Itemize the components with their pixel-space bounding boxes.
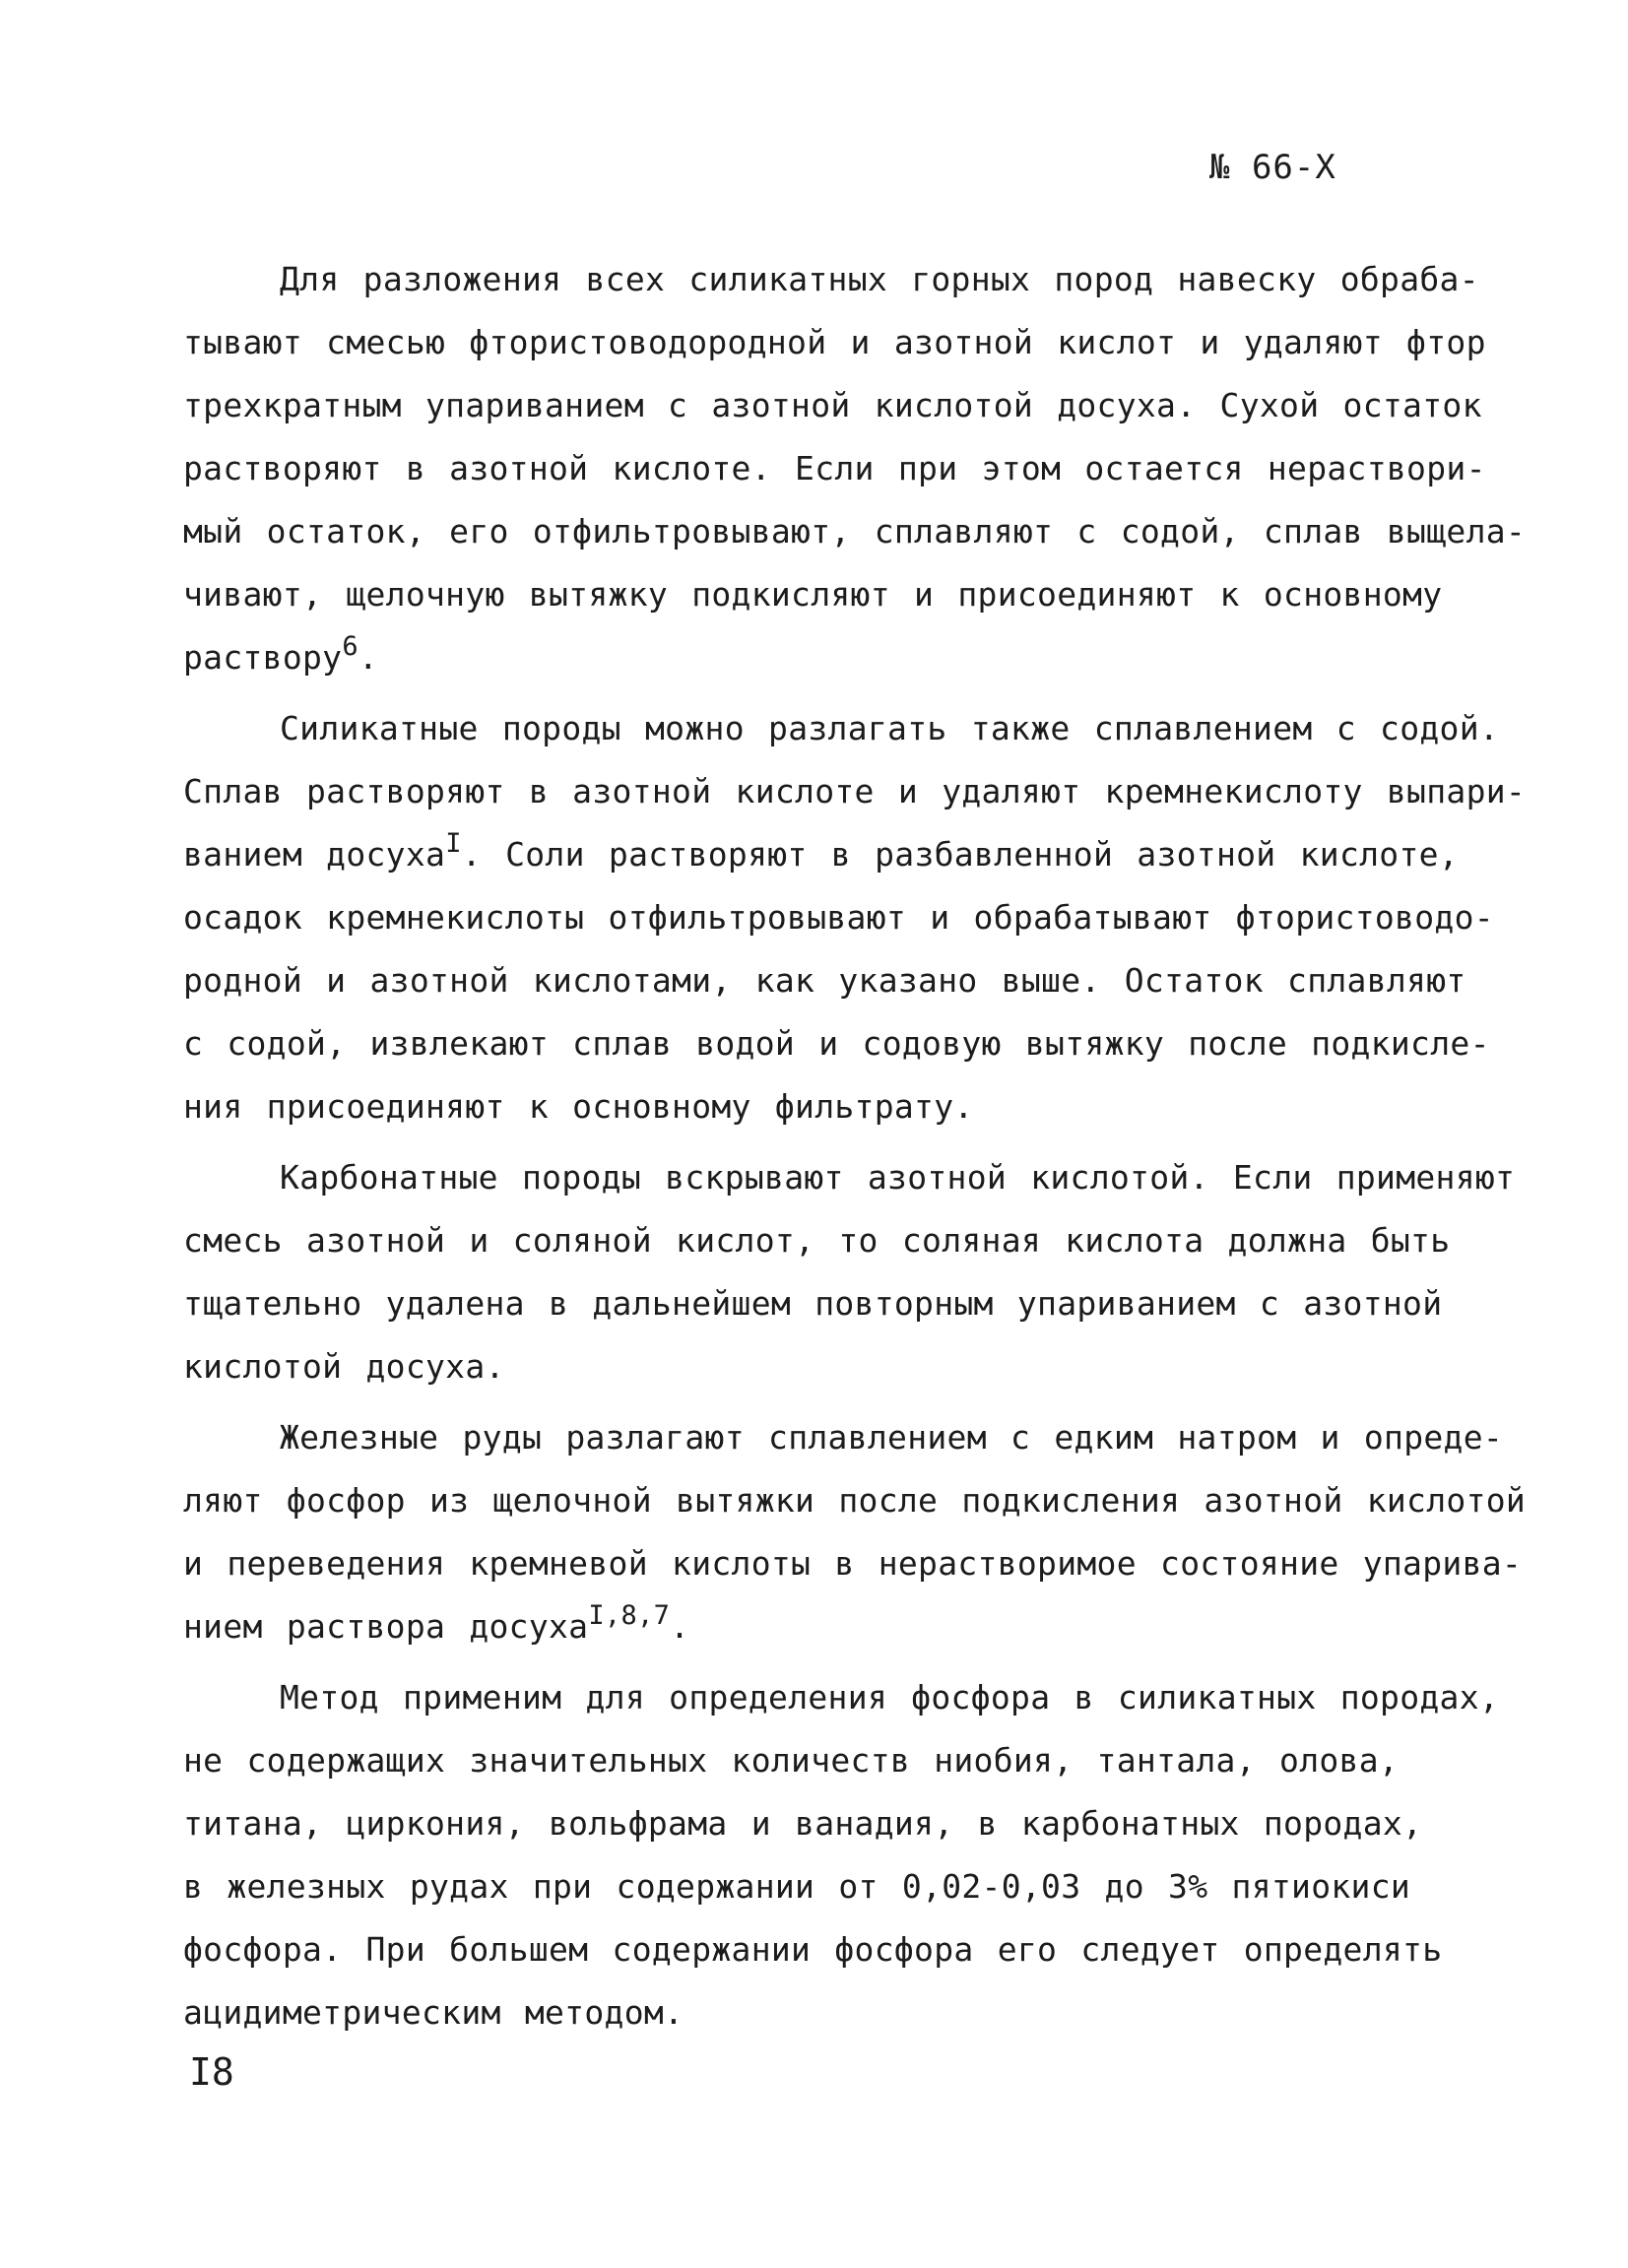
- text-line: тщательно удалена в дальнейшем повторным упариванием с азотной: [183, 1284, 1443, 1323]
- text-line-with-reference: [183, 626, 1493, 689]
- text-line: с содой, извлекают сплав водой и содовую вытяжку после подкисле-: [183, 1024, 1490, 1063]
- text-fragment: нием раствора досуха: [183, 1607, 589, 1646]
- text-line: кислотой досуха.: [183, 1347, 505, 1386]
- text-fragment: . Соли растворяют в разбавленной азотной кислоте,: [461, 835, 1459, 874]
- paragraph-1: [183, 248, 1527, 689]
- text-line: мый остаток, его отфильтровывают, сплавляют с содой, сплав выщела-: [183, 512, 1527, 551]
- footnote-reference: I: [445, 828, 462, 859]
- text-fragment: .: [358, 638, 379, 677]
- body-text: [183, 248, 1527, 2052]
- text-line: фосфора. При большем содержании фосфора его следует определять: [183, 1930, 1443, 1969]
- text-line: Для разложения всех силикатных горных пород навеску обраба-: [280, 260, 1479, 298]
- text-line: ацидиметрическим методом.: [183, 1993, 684, 2032]
- footnote-reference: 6: [342, 631, 358, 662]
- text-line: в железных рудах при содержании от 0,02-0,03 до 3% пятиокиси: [183, 1867, 1411, 1906]
- text-line: Сплав растворяют в азотной кислоте и удаляют кремнекислоту выпари-: [183, 772, 1527, 810]
- text-fragment: раствору: [183, 638, 343, 677]
- text-line: ляют фосфор из щелочной вытяжки после подкисления азотной кислотой: [183, 1481, 1527, 1520]
- text-line-with-reference: [183, 823, 1493, 886]
- text-line-with-reference: [183, 1595, 1493, 1658]
- text-fragment: .: [670, 1607, 690, 1646]
- text-fragment: ванием досуха: [183, 835, 446, 874]
- text-line: смесь азотной и соляной кислот, то соляная кислота должна быть: [183, 1221, 1451, 1260]
- text-line: ния присоединяют к основному фильтрату.: [183, 1087, 974, 1126]
- text-line: Метод применим для определения фосфора в силикатных породах,: [280, 1678, 1500, 1717]
- text-line: тывают смесью фтористоводородной и азотной кислот и удаляют фтор: [183, 323, 1486, 361]
- text-line: титана, циркония, вольфрама и ванадия, в карбонатных породах,: [183, 1804, 1423, 1843]
- paragraph-4: [183, 1406, 1527, 1658]
- footnote-reference: I,8,7: [588, 1600, 671, 1631]
- text-line: осадок кремнекислоты отфильтровывают и обрабатывают фтористоводо-: [183, 898, 1494, 937]
- text-line: Железные руды разлагают сплавлением с едким натром и опреде-: [280, 1418, 1504, 1457]
- text-line: трехкратным упариванием с азотной кислотой досуха. Сухой остаток: [183, 386, 1482, 424]
- text-line: не содержащих значительных количеств ниобия, тантала, олова,: [183, 1741, 1400, 1780]
- text-line: Силикатные породы можно разлагать также сплавлением с содой.: [280, 709, 1500, 747]
- page-number: I8: [189, 2050, 234, 2094]
- paragraph-5: [183, 1666, 1500, 2044]
- text-line: и переведения кремневой кислоты в нерастворимое состояние упарива-: [183, 1544, 1523, 1583]
- text-line: родной и азотной кислотами, как указано выше. Остаток сплавляют: [183, 961, 1466, 1000]
- text-line: чивают, щелочную вытяжку подкисляют и присоединяют к основному: [183, 575, 1443, 614]
- text-line: Карбонатные породы вскрывают азотной кислотой. Если применяют: [280, 1158, 1516, 1197]
- paragraph-2: [183, 697, 1527, 1138]
- text-line: растворяют в азотной кислоте. Если при этом остается нераствори-: [183, 449, 1486, 487]
- document-number: № 66-X: [1209, 148, 1336, 187]
- paragraph-3: [183, 1146, 1516, 1398]
